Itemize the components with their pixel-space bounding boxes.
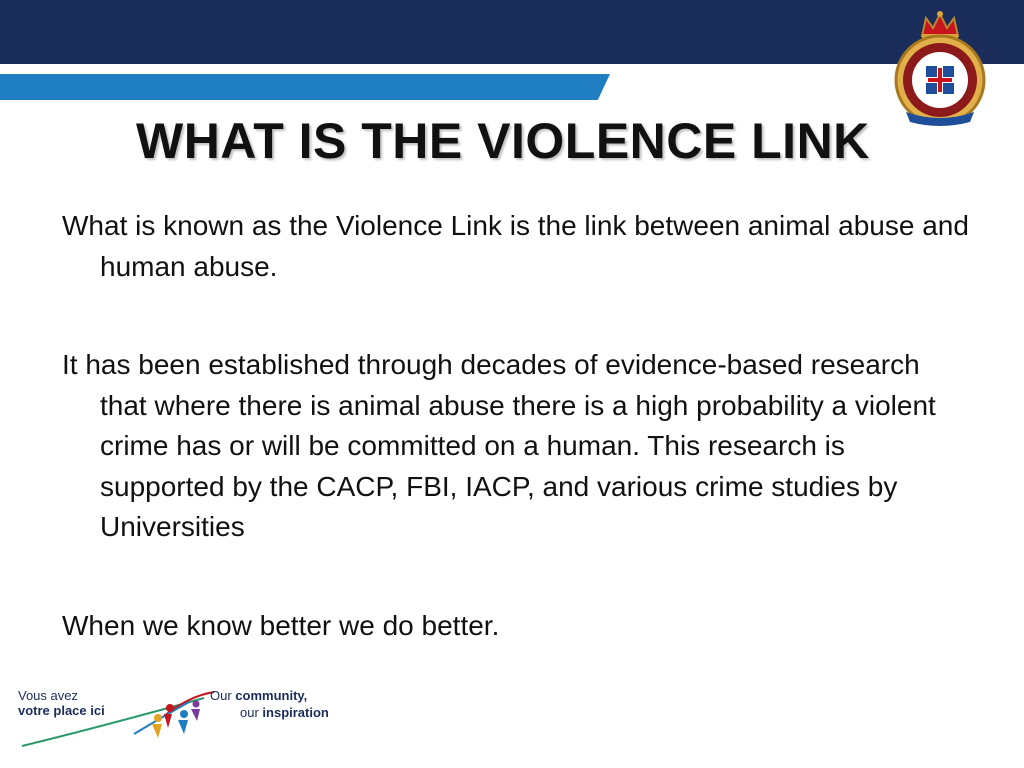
- ottawa-police-crest-icon: [888, 6, 992, 130]
- footer-text-votre-place: votre place ici: [18, 703, 105, 718]
- footer-text-our-community: Our community,: [210, 688, 308, 703]
- footer-text-our-inspiration: our inspiration: [240, 705, 329, 720]
- paragraph-violence-link-definition: What is known as the Violence Link is the link between animal abuse and human abuse.: [62, 210, 969, 282]
- paragraph-closing-statement: When we know better we do better.: [62, 609, 500, 641]
- slide-title: WHAT IS THE VIOLENCE LINK: [136, 113, 870, 169]
- footer-logo: [14, 686, 354, 752]
- slide-body: [62, 206, 972, 646]
- header-stripe: [0, 74, 610, 100]
- paragraph-research-evidence: It has been established through decades of evidence-based research that where there is animal abuse there is a high probability a violent crime has or will be committed on a human. This research is supported by the CACP, FBI, IACP, and various crime studies by Universities: [62, 349, 936, 542]
- site-url: ottawapolice.ca: [716, 38, 846, 57]
- header-band: [0, 0, 1024, 64]
- footer-text-vous-avez: Vous avez: [18, 688, 78, 703]
